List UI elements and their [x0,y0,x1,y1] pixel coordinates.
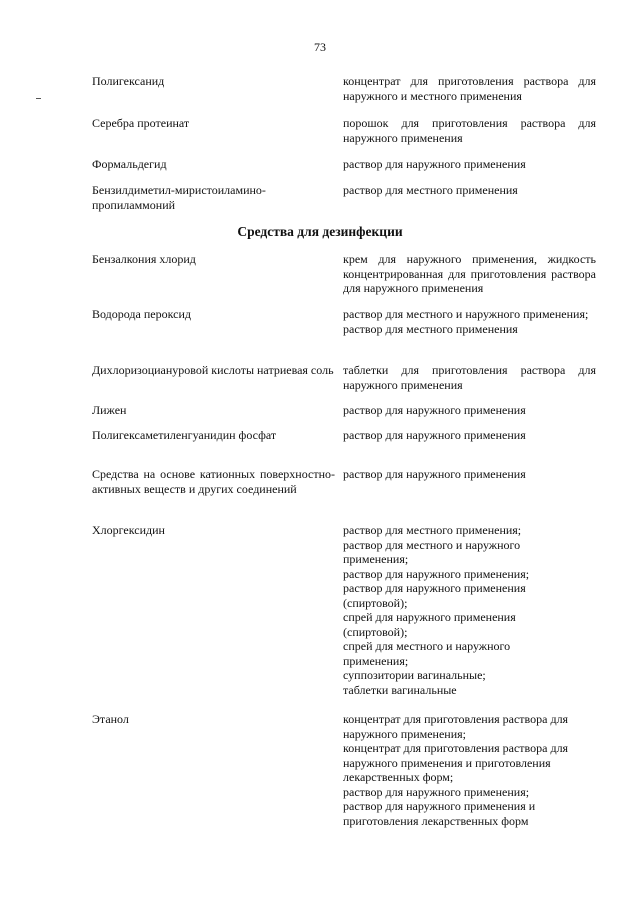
dosage-form: раствор для наружного применения [343,403,526,417]
drug-name: Этанол [92,712,129,726]
drug-name: Полигексаметиленгуанидин фосфат [92,428,277,442]
drug-name: Бензилдиметил-миристоиламино-пропиламмоний [92,183,266,212]
dosage-form: раствор для наружного применения [343,428,526,442]
drug-name: Полигексанид [92,74,165,88]
margin-mark [36,98,41,99]
page-number: 73 [314,40,326,54]
dosage-form: концентрат для приготовления раствора для наружного и местного применения [343,74,596,103]
dosage-form: таблетки для приготовления раствора для наружного применения [343,363,596,392]
dosage-form: раствор для местного применения; раствор для местного и наружного применения; раствор для наружного применения; раствор для наружного применения (спиртовой); спрей для наружного применения (спиртовой); спрей для местного и наружного применения; суппозитории вагинальные; таблетки вагинальные [343,523,530,697]
dosage-form: концентрат для приготовления раствора для наружного применения; концентрат для приготовления раствора для наружного применения и приготовления лекарственных форм; раствор для наружного применения; раствор для наружного применения и приготовления лекарственных форм [343,712,569,828]
drug-name: Хлоргексидин [92,523,165,537]
drug-name: Водорода пероксид [92,307,191,321]
dosage-form: порошок для приготовления раствора для наружного применения [343,116,596,145]
dosage-form: раствор для наружного применения [343,467,526,481]
dosage-form: раствор для местного применения [343,183,518,197]
drug-name: Бензалкония хлорид [92,252,196,266]
dosage-form: крем для наружного применения, жидкость концентрированная для приготовления раствора для наружного применения [343,252,596,295]
drug-name: Дихлоризоциануровой кислоты натриевая соль [92,363,334,377]
drug-name: Лижен [92,403,127,417]
dosage-form: раствор для местного и наружного применения; раствор для местного применения [343,307,589,336]
dosage-form: раствор для наружного применения [343,157,526,171]
section-heading: Средства для дезинфекции [237,224,403,239]
drug-name: Серебра протеинат [92,116,190,130]
drug-name: Формальдегид [92,157,167,171]
drug-name: Средства на основе катионных поверхностно-активных веществ и других соединений [92,467,335,496]
